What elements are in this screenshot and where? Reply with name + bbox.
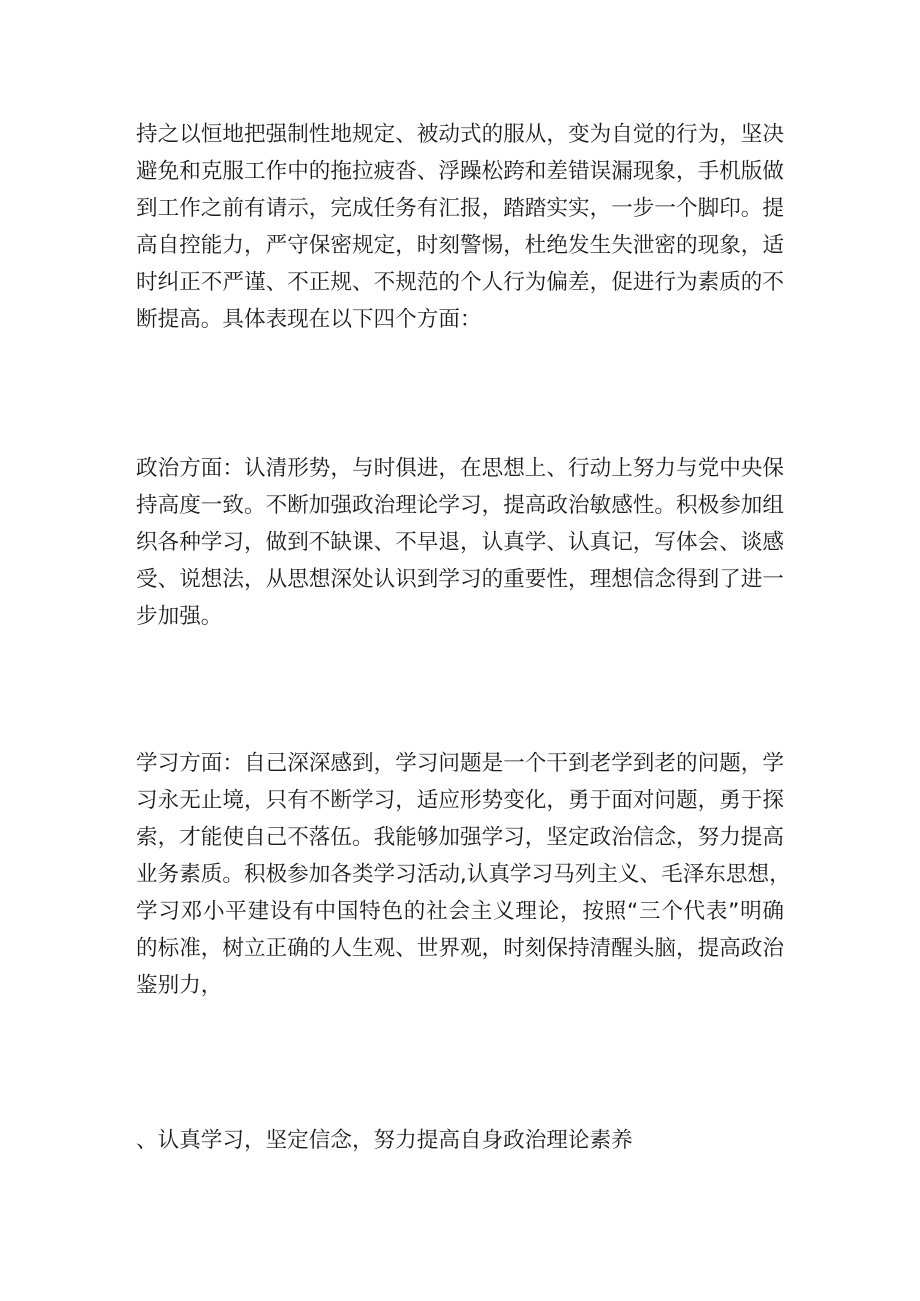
text-line: 业务素质。积极参加各类学习活动,认真学习马列主义、毛泽东思想， [136, 862, 791, 887]
text-line: 避免和克服工作中的拖拉疲沓、浮躁松跨和差错误漏现象，手机版做 [136, 159, 784, 184]
text-line: 断提高。具体表现在以下四个方面： [136, 307, 482, 332]
text-line: 织各种学习，做到不缺课、不早退，认真学、认真记，写体会、谈感 [136, 530, 784, 555]
text-line: 时纠正不严谨、不正规、不规范的个人行为偏差，促进行为素质的不 [136, 270, 784, 295]
text-line: 学习方面：自己深深感到，学习问题是一个干到老学到老的问题，学 [136, 751, 784, 776]
paragraph-study [136, 745, 791, 1004]
text-line: 政治方面：认清形势，与时俱进，在思想上、行动上努力与党中央保 [136, 456, 784, 481]
text-line: 鉴别力， [136, 973, 223, 998]
paragraph-discipline [136, 116, 784, 338]
text-line: 学习邓小平建设有中国特色的社会主义理论，按照“三个代表”明确 [136, 899, 784, 924]
text-line: 持之以恒地把强制性地规定、被动式的服从，变为自觉的行为，坚决 [136, 122, 784, 147]
text-line: 的标准，树立正确的人生观、世界观，时刻保持清醒头脑，提高政治 [136, 936, 784, 961]
paragraph-politics [136, 450, 784, 635]
text-line: 高自控能力，严守保密规定，时刻警惕，杜绝发生失泄密的现象，适 [136, 233, 784, 258]
text-line: 受、说想法，从思想深处认识到学习的重要性，理想信念得到了进一 [136, 567, 784, 592]
section-heading: 、认真学习，坚定信念，努力提高自身政治理论素养 [136, 1128, 633, 1153]
text-line: 习永无止境，只有不断学习，适应形势变化，勇于面对问题，勇于探 [136, 788, 784, 813]
text-line: 持高度一致。不断加强政治理论学习，提高政治敏感性。积极参加组 [136, 493, 784, 518]
text-line: 到工作之前有请示，完成任务有汇报，踏踏实实，一步一个脚印。提 [136, 196, 784, 221]
text-line: 步加强。 [136, 604, 223, 629]
text-line: 索，才能使自己不落伍。我能够加强学习，坚定政治信念，努力提高 [136, 825, 784, 850]
